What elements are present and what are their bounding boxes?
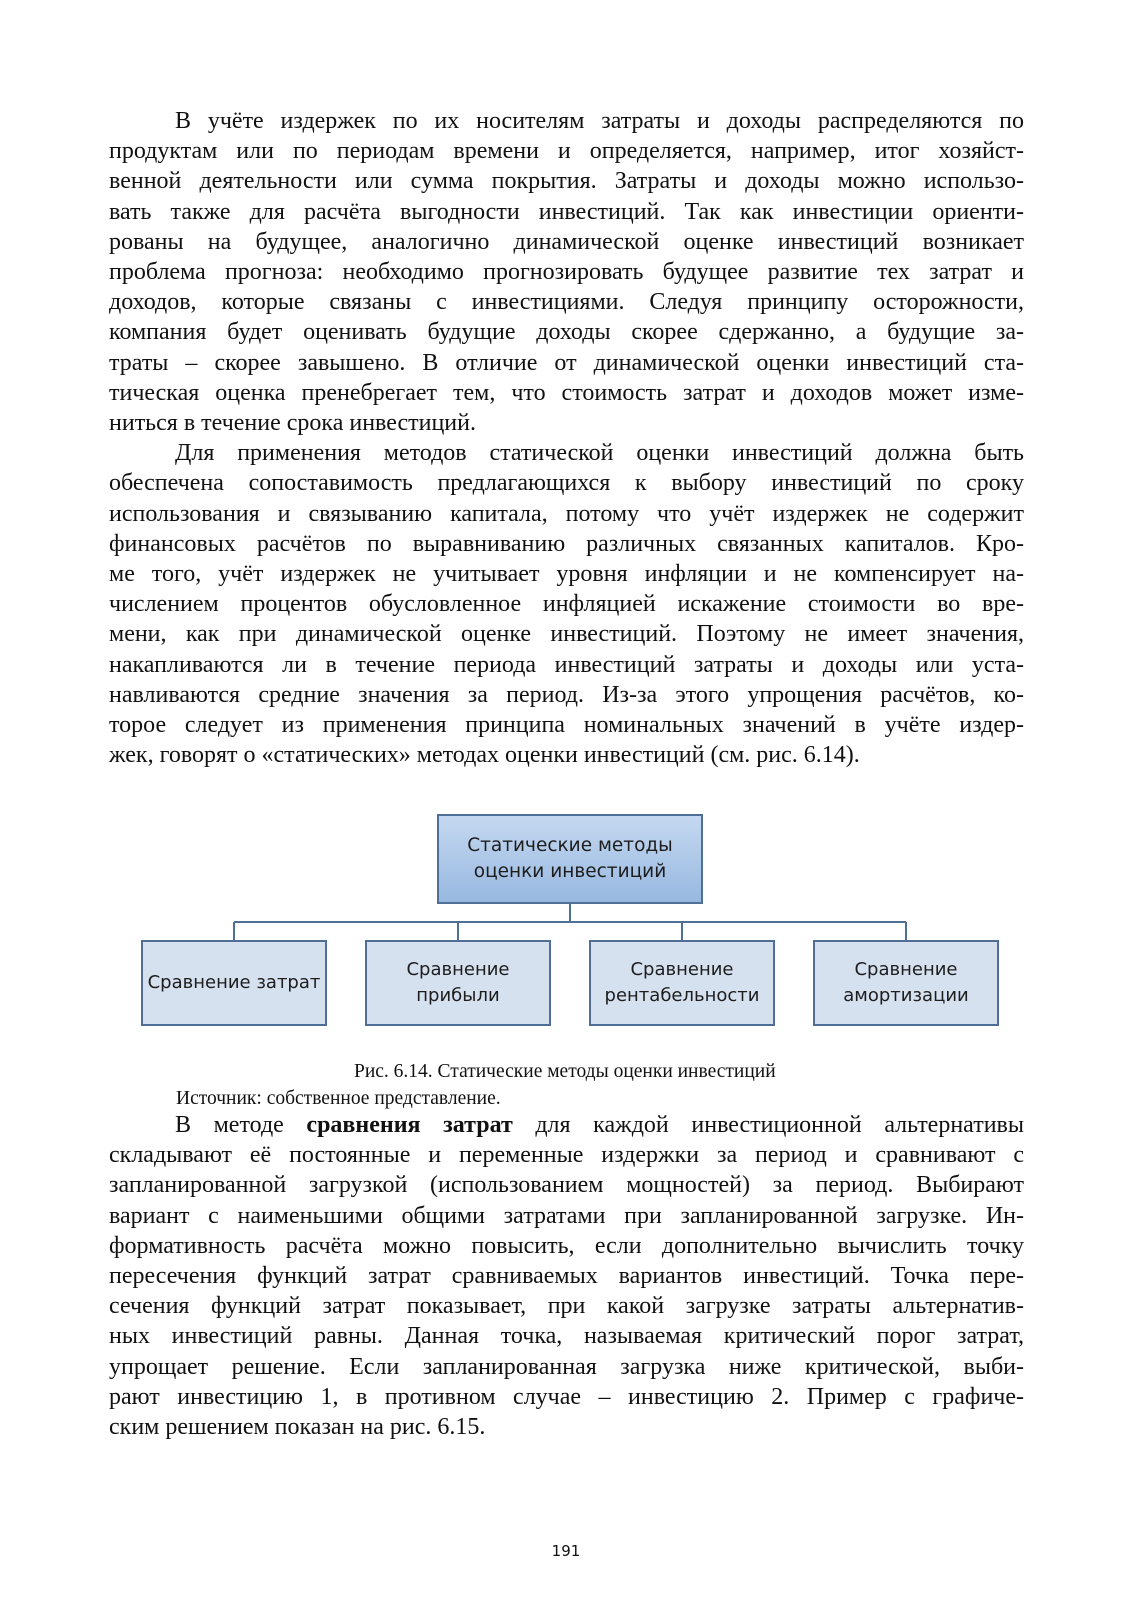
text-line: сечения функций затрат показывает, при какой загрузке затраты альтернатив- xyxy=(109,1293,1024,1320)
text-line: обеспечена сопоставимость предлагающихся к выбору инвестиций по сроку xyxy=(109,470,1024,497)
text-line: числением процентов обусловленное инфляцией искажение стоимости во вре- xyxy=(109,591,1024,618)
text-line: жек, говорят о «статических» методах оценки инвестиций (см. рис. 6.14). xyxy=(109,742,860,769)
text-line: В учёте издержек по их носителям затраты и доходы распределяются по xyxy=(175,108,1024,134)
paragraph-3 xyxy=(109,1110,1024,1442)
diagram-box-profit-comparison: Сравнение прибыли xyxy=(365,940,551,1026)
bold-term: сравнения затрат xyxy=(306,1112,513,1138)
text-line: ниться в течение срока инвестиций. xyxy=(109,410,476,437)
diagram-box-profitability-comparison: Сравнение рентабельности xyxy=(589,940,775,1026)
text-line: компания будет оценивать будущие доходы скорее сдержанно, а будущие за- xyxy=(109,319,1024,346)
diagram-box-cost-comparison: Сравнение затрат xyxy=(141,940,327,1026)
text-line: навливаются средние значения за период. Из-за этого упрощения расчётов, ко- xyxy=(109,681,1024,708)
text-line: запланированной загрузкой (использованием мощностей) за период. Выбирают xyxy=(109,1172,1024,1199)
diagram-root-box: Статические методы оценки инвестиций xyxy=(437,814,703,904)
text-line: продуктам или по периодам времени и определяется, например, итог хозяйст- xyxy=(109,138,1024,165)
figure-caption: Рис. 6.14. Статические методы оценки инвестиций xyxy=(354,1061,776,1082)
text-line: рованы на будущее, аналогично динамической оценке инвестиций возникает xyxy=(109,228,1024,255)
text-line: Для применения методов статической оценки инвестиций должна быть xyxy=(175,440,1024,467)
text-line: финансовых расчётов по выравниванию различных связанных капиталов. Кро- xyxy=(109,530,1024,557)
text-line: складывают её постоянные и переменные издержки за период и сравнивают с xyxy=(109,1142,1024,1169)
text-line: формативность расчёта можно повысить, если дополнительно вычислить точку xyxy=(109,1232,1024,1259)
text-line: венной деятельности или сумма покрытия. Затраты и доходы можно использо- xyxy=(109,168,1024,195)
body-text-top xyxy=(109,106,1024,770)
figure-source: Источник: собственное представление. xyxy=(176,1088,501,1109)
text-line: ме того, учёт издержек не учитывает уровня инфляции и не компенсирует на- xyxy=(109,561,1024,588)
paragraph-1 xyxy=(109,106,1024,438)
page-number: 191 xyxy=(551,1542,581,1560)
paragraph-3-first-line: В методе сравнения затрат для каждой инвестиционной альтернативы xyxy=(175,1112,1024,1138)
text-line: рают инвестицию 1, в противном случае – инвестицию 2. Пример с графиче- xyxy=(109,1383,1024,1410)
text-line: доходов, которые связаны с инвестициями. Следуя принципу осторожности, xyxy=(109,289,1024,316)
paragraph-2 xyxy=(109,438,1024,770)
text-line: использования и связыванию капитала, потому что учёт издержек не содержит xyxy=(109,500,1024,527)
text-line: проблема прогноза: необходимо прогнозировать будущее развитие тех затрат и xyxy=(109,259,1024,286)
text-line: траты – скорее завышено. В отличие от динамической оценки инвестиций ста- xyxy=(109,349,1024,376)
text-line: вариант с наименьшими общими затратами при запланированной загрузке. Ин- xyxy=(109,1202,1024,1229)
text-line: накапливаются ли в течение периода инвестиций затраты и доходы или уста- xyxy=(109,651,1024,678)
text-line: упрощает решение. Если запланированная загрузка ниже критической, выби- xyxy=(109,1353,1024,1380)
text-line: тическая оценка пренебрегает тем, что стоимость затрат и доходов может изме- xyxy=(109,379,1024,406)
text-line: вать также для расчёта выгодности инвестиций. Так как инвестиции ориенти- xyxy=(109,198,1024,225)
text-line: ных инвестиций равны. Данная точка, называемая критический порог затрат, xyxy=(109,1323,1024,1350)
text-line: ским решением показан на рис. 6.15. xyxy=(109,1414,486,1441)
diagram-box-amortization-comparison: Сравнение амортизации xyxy=(813,940,999,1026)
text-line: мени, как при динамической оценке инвестиций. Поэтому не имеет значения, xyxy=(109,621,1024,648)
text-line: пересечения функций затрат сравниваемых вариантов инвестиций. Точка пере- xyxy=(109,1263,1024,1290)
text-line: торое следует из применения принципа номинальных значений в учёте издер- xyxy=(109,712,1024,739)
